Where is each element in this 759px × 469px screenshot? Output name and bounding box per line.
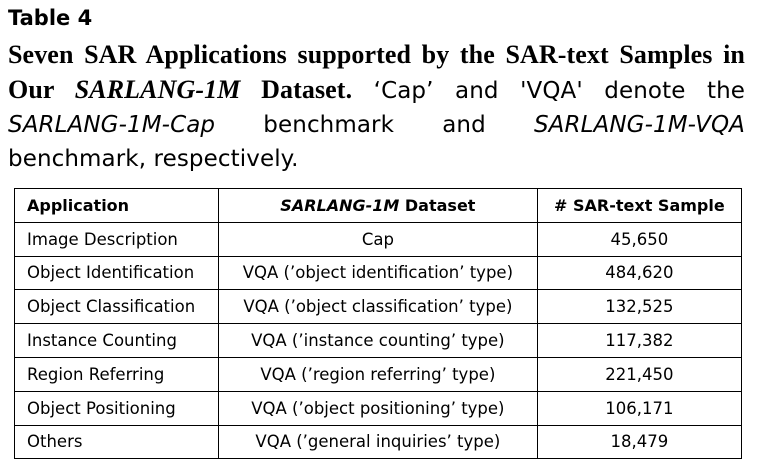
table-body: [15, 222, 742, 459]
cell-dataset: VQA (’region referring’ type): [218, 357, 537, 391]
cell-application: Instance Counting: [15, 324, 219, 358]
cell-application: Region Referring: [15, 357, 219, 391]
header-dataset-suffix: Dataset: [399, 195, 476, 215]
cell-samples: 132,525: [537, 290, 741, 324]
cell-dataset: VQA (’object positioning’ type): [218, 391, 537, 425]
cell-application: Object Positioning: [15, 391, 219, 425]
header-samples: # SAR-text Sample: [537, 189, 741, 223]
cell-samples: 484,620: [537, 256, 741, 290]
table-row: [15, 425, 742, 459]
cell-dataset: VQA (’instance counting’ type): [218, 324, 537, 358]
header-row: [15, 189, 742, 223]
cell-samples: 117,382: [537, 324, 741, 358]
cell-application: Object Classification: [15, 290, 219, 324]
caption-benchmark-vqa: SARLANG-1M-VQA: [533, 112, 745, 138]
cell-samples: 18,479: [537, 425, 741, 459]
cell-application: Image Description: [15, 222, 219, 256]
cell-dataset: VQA (’general inquiries’ type): [218, 425, 537, 459]
caption-title-part1: Seven SAR Applications supported by the SAR-text Samples in Our: [8, 40, 745, 104]
table-row: [15, 222, 742, 256]
table-row: [15, 290, 742, 324]
caption-text-part2: benchmark and: [215, 112, 534, 138]
caption-benchmark-cap: SARLANG-1M-Cap: [8, 112, 216, 138]
table-row: [15, 256, 742, 290]
caption-text-part1: ‘Cap’ and 'VQA' denote the: [352, 78, 745, 104]
cell-application: Others: [15, 425, 219, 459]
header-dataset-name: SARLANG-1M: [280, 195, 400, 215]
table-row: [15, 324, 742, 358]
cell-dataset: VQA (’object identification’ type): [218, 256, 537, 290]
table-header: [15, 189, 742, 223]
applications-table: [14, 188, 742, 459]
cell-samples: 45,650: [537, 222, 741, 256]
table-caption: [8, 38, 745, 176]
table-label: Table 4: [8, 6, 93, 30]
cell-application: Object Identification: [15, 256, 219, 290]
table-row: [15, 391, 742, 425]
cell-samples: 221,450: [537, 357, 741, 391]
header-application: Application: [15, 189, 219, 223]
caption-title-part2: Dataset.: [240, 75, 353, 104]
cell-dataset: VQA (’object classification’ type): [218, 290, 537, 324]
caption-text-part3: benchmark, respectively.: [8, 146, 299, 172]
table-row: [15, 357, 742, 391]
cell-dataset: Cap: [218, 222, 537, 256]
cell-samples: 106,171: [537, 391, 741, 425]
caption-title-dataset-name: SARLANG-1M: [74, 75, 241, 104]
header-dataset: [218, 189, 537, 223]
